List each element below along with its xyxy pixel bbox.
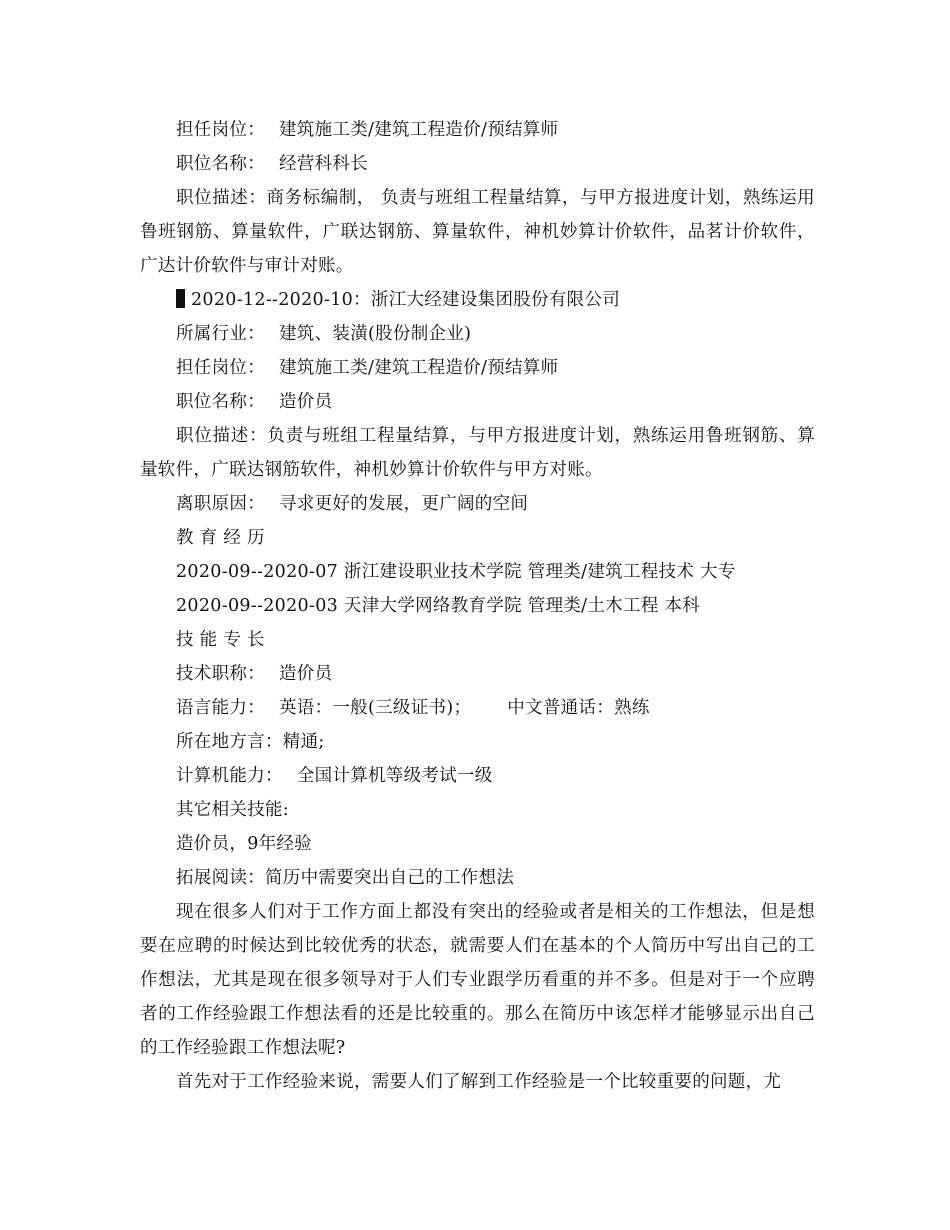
job2-leave-label: 离职原因：	[176, 494, 265, 514]
skills-language-row	[140, 691, 815, 725]
job2-industry-row	[140, 317, 815, 351]
extended-paragraph-1: 现在很多人们对于工作方面上都没有突出的经验或者是相关的工作想法，但是想要在应聘的时候达到比较优秀的状态，就需要人们在基本的个人简历中写出自己的工作想法，尤其是现在很多领导对于人们专业跟学历看重的并不多。但是对于一个应聘者的工作经验跟工作想法看的还是比较重的。那么在简历中该怎样才能够显示出自己的工作经验跟工作想法呢?	[140, 902, 815, 1058]
skills-other-label: 其它相关技能:	[176, 800, 289, 820]
resume-content	[140, 113, 815, 1099]
job2-header-row	[140, 283, 815, 317]
job1-position-value: 建筑施工类/建筑工程造价/预结算师	[279, 120, 559, 140]
job2-position-row	[140, 351, 815, 385]
job2-title-row	[140, 385, 815, 419]
job1-title-label: 职位名称：	[176, 154, 265, 174]
bullet-marker-icon	[176, 289, 185, 308]
education-item: 2020-09--2020-03 天津大学网络教育学院 管理类/土木工程 本科	[176, 596, 701, 616]
job2-industry-value: 建筑、装潢(股份制企业)	[279, 324, 472, 344]
skills-tech-value: 造价员	[279, 664, 333, 684]
job2-leave-value: 寻求更好的发展，更广阔的空间	[279, 494, 529, 514]
skills-dialect: 所在地方言：精通;	[176, 732, 325, 752]
skills-tech-label: 技术职称：	[176, 664, 265, 684]
education-heading: 教 育 经 历	[176, 528, 265, 548]
job1-position-row	[140, 113, 815, 147]
skills-computer-value: 全国计算机等级考试一级	[296, 766, 493, 786]
job2-description: 职位描述：负责与班组工程量结算，与甲方报进度计划，熟练运用鲁班钢筋、算量软件，广联达钢筋软件，神机妙算计价软件与甲方对账。	[140, 426, 815, 480]
skills-tech-row	[140, 657, 815, 691]
skills-computer-row	[140, 759, 815, 793]
skills-other-value: 造价员，9年经验	[176, 834, 313, 854]
skills-language-english: 英语：一般(三级证书)；	[279, 698, 472, 718]
job2-header: 2020-12--2020-10：浙江大经建设集团股份有限公司	[191, 290, 621, 310]
education-item: 2020-09--2020-07 浙江建设职业技术学院 管理类/建筑工程技术 大专	[176, 562, 736, 582]
job2-position-label: 担任岗位：	[176, 358, 265, 378]
job1-title-row	[140, 147, 815, 181]
skills-computer-label: 计算机能力：	[176, 766, 283, 786]
job2-industry-label: 所属行业：	[176, 324, 265, 344]
job2-title-label: 职位名称：	[176, 392, 265, 412]
extended-reading-title: 拓展阅读：简历中需要突出自己的工作想法	[176, 868, 515, 888]
job1-description: 职位描述：商务标编制， 负责与班组工程量结算，与甲方报进度计划，熟练运用鲁班钢筋、算量软件，广联达钢筋、算量软件，神机妙算计价软件，品茗计价软件，广达计价软件与审计对账。	[140, 188, 815, 276]
job2-position-value: 建筑施工类/建筑工程造价/预结算师	[279, 358, 559, 378]
extended-paragraph-2: 首先对于工作经验来说，需要人们了解到工作经验是一个比较重要的问题，尤	[176, 1072, 782, 1092]
skills-language-label: 语言能力：	[176, 698, 265, 718]
job2-leave-row	[140, 487, 815, 521]
job1-title-value: 经营科科长	[279, 154, 368, 174]
skills-heading: 技 能 专 长	[176, 630, 265, 650]
job1-position-label: 担任岗位：	[176, 120, 265, 140]
job2-title-value: 造价员	[279, 392, 333, 412]
skills-language-mandarin: 中文普通话：熟练	[507, 698, 650, 718]
